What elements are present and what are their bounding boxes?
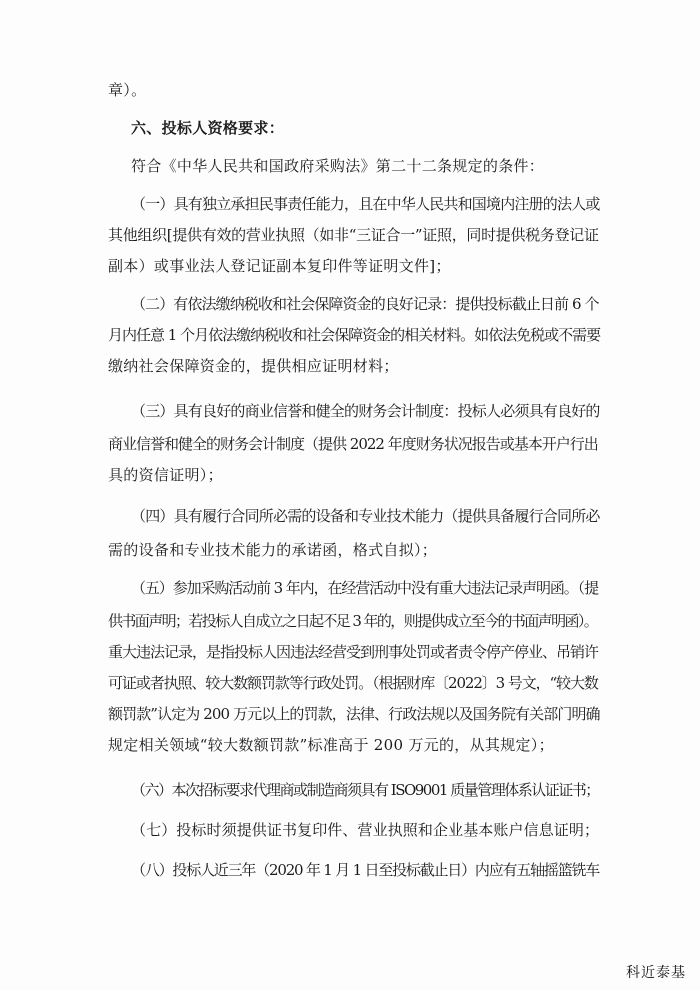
paragraph-line: 具的资信证明）； bbox=[108, 466, 223, 484]
paragraph-line: 符合《中华人民共和国政府采购法》第二十二条规定的条件： bbox=[131, 157, 545, 175]
paragraph-line: 商业信誉和健全的财务会计制度（提供 2022 年度财务状况报告或基本开户行出 bbox=[108, 435, 598, 453]
paragraph-line: （三）具有良好的商业信誉和健全的财务会计制度：投标人必须具有良好的 bbox=[131, 402, 600, 420]
paragraph-line: 章）。 bbox=[108, 81, 147, 99]
paragraph-line: 可证或者执照、较大数额罚款等行政处罚。（根据财库〔2022〕3 号文，“较大数 bbox=[108, 674, 598, 692]
paragraph-line: 月内任意 1 个月依法缴纳税收和社会保障资金的相关材料。如依法免税或不需要 bbox=[108, 326, 601, 344]
paragraph-line: 额罚款”认定为 200 万元以上的罚款，法律、行政法规以及国务院有关部门明确 bbox=[108, 705, 600, 723]
paragraph-line: 缴纳社会保障资金的，提供相应证明材料； bbox=[108, 357, 399, 375]
paragraph-line: （七）投标时须提供证书复印件、营业执照和企业基本账户信息证明； bbox=[131, 821, 600, 839]
paragraph-line: 需的设备和专业技术能力的承诺函，格式自拟）； bbox=[108, 541, 438, 559]
paragraph-line: 副本）或事业法人登记证副本复印件等证明文件]； bbox=[108, 257, 451, 275]
paragraph-line: （八）投标人近三年（2020 年 1 月 1 日至投标截止日）内应有五轴摇篮铣车 bbox=[131, 861, 600, 879]
paragraph-line: 供书面声明；若投标人自成立之日起不足 3 年的，则提供成立至今的书面声明函）。 bbox=[108, 612, 598, 630]
paragraph-line: （二）有依法缴纳税收和社会保障资金的良好记录：提供投标截止日前 6 个 bbox=[131, 295, 599, 313]
paragraph-line: 重大违法记录，是指投标人因违法经营受到刑事处罚或者责令停产停业、吊销许 bbox=[108, 643, 599, 661]
paragraph-line: （五）参加采购活动前 3 年内，在经营活动中没有重大违法记录声明函。（提 bbox=[131, 579, 598, 597]
paragraph-line: （一）具有独立承担民事责任能力，且在中华人民共和国境内注册的法人或 bbox=[131, 195, 600, 213]
paragraph-line: （六）本次招标要求代理商或制造商须具有 ISO9001 质量管理体系认证证书； bbox=[131, 781, 599, 799]
paragraph-line: 规定相关领域“较大数额罚款”标准高于 200 万元的，从其规定）； bbox=[108, 736, 554, 754]
section-heading: 六、投标人资格要求： bbox=[131, 119, 285, 137]
source-watermark: 科近泰基 bbox=[626, 965, 686, 981]
paragraph-line: 其他组织[提供有效的营业执照（如非“三证合一”证照，同时提供税务登记证 bbox=[108, 226, 599, 244]
paragraph-line: （四）具有履行合同所必需的设备和专业技术能力（提供具备履行合同所必 bbox=[131, 507, 600, 525]
